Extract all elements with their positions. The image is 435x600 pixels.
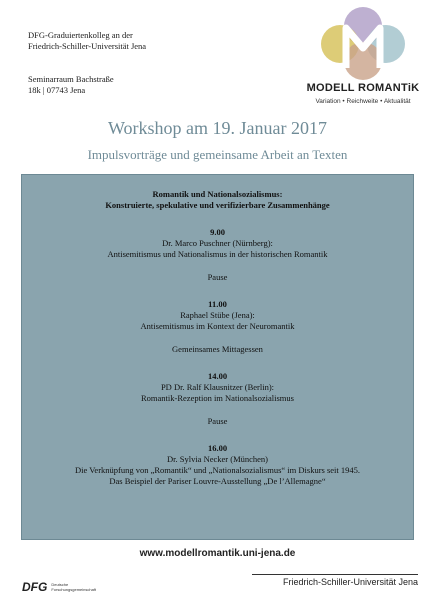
modell-romantik-logo xyxy=(300,6,426,114)
program-panel xyxy=(21,174,414,540)
session-time: 14.00 xyxy=(207,371,228,381)
session-time: 9.00 xyxy=(210,227,225,237)
session xyxy=(22,299,413,332)
session-time: 11.00 xyxy=(208,299,227,309)
session-time: 16.00 xyxy=(207,443,228,453)
session xyxy=(22,227,413,260)
session xyxy=(22,443,413,487)
logo-tagline: Variation • Reichweite • Aktualität xyxy=(315,98,411,105)
page-title: Workshop am 19. Januar 2017 xyxy=(107,118,327,138)
dfg-mark: DFG xyxy=(22,579,48,594)
address: 18k | 07743 Jena xyxy=(28,85,86,95)
session-topic: Antisemitismus und Nationalismus in der historischen Romantik xyxy=(107,249,328,259)
university-name: Friedrich-Schiller-Universität Jena xyxy=(282,577,418,587)
program-heading-line-1: Romantik und Nationalsozialismus: xyxy=(152,189,283,199)
program-heading-line-2: Konstruierte, spekulative und verifizierbare Zusammenhänge xyxy=(105,200,330,210)
logo-circles-icon xyxy=(318,6,408,82)
page-subtitle: Impulsvorträge und gemeinsame Arbeit an Texten xyxy=(87,147,348,162)
program-heading xyxy=(22,189,413,211)
session xyxy=(22,371,413,404)
session-topic: Antisemitismus im Kontext der Neuromantik xyxy=(140,321,295,331)
session-speaker: Dr. Marco Puschner (Nürnberg): xyxy=(162,238,273,248)
session-speaker: PD Dr. Ralf Klausnitzer (Berlin): xyxy=(160,382,275,392)
room: Seminarraum Bachstraße xyxy=(28,74,114,84)
university-divider xyxy=(252,574,418,575)
dfg-full-name: Deutsche Forschungsgemeinschaft xyxy=(51,581,97,592)
session-speaker: Raphael Stübe (Jena): xyxy=(180,310,255,320)
lunch-label: Gemeinsames Mittagessen xyxy=(172,344,263,354)
session-topic-line-2: Das Beispiel der Pariser Louvre-Ausstellung „De l’Allemagne“ xyxy=(109,476,326,486)
break-label: Pause xyxy=(207,416,228,426)
break-label: Pause xyxy=(207,272,228,282)
header-left xyxy=(28,30,146,96)
institution-line-2: Friedrich-Schiller-Universität Jena xyxy=(28,41,147,51)
session-speaker: Dr. Sylvia Necker (München) xyxy=(166,454,269,464)
session-topic: Die Verknüpfung von „Romantik“ und „Nationalsozialismus“ im Diskurs seit 1945. xyxy=(74,465,361,475)
dfg-logo xyxy=(22,578,95,596)
logo-name: MODELL ROMANTiK xyxy=(306,82,420,94)
session-topic: Romantik-Rezeption im Nationalsozialismus xyxy=(141,393,294,403)
institution-line-1: DFG-Graduiertenkolleg an der xyxy=(28,30,133,40)
website-link[interactable]: www.modellromantik.uni-jena.de xyxy=(139,548,296,559)
